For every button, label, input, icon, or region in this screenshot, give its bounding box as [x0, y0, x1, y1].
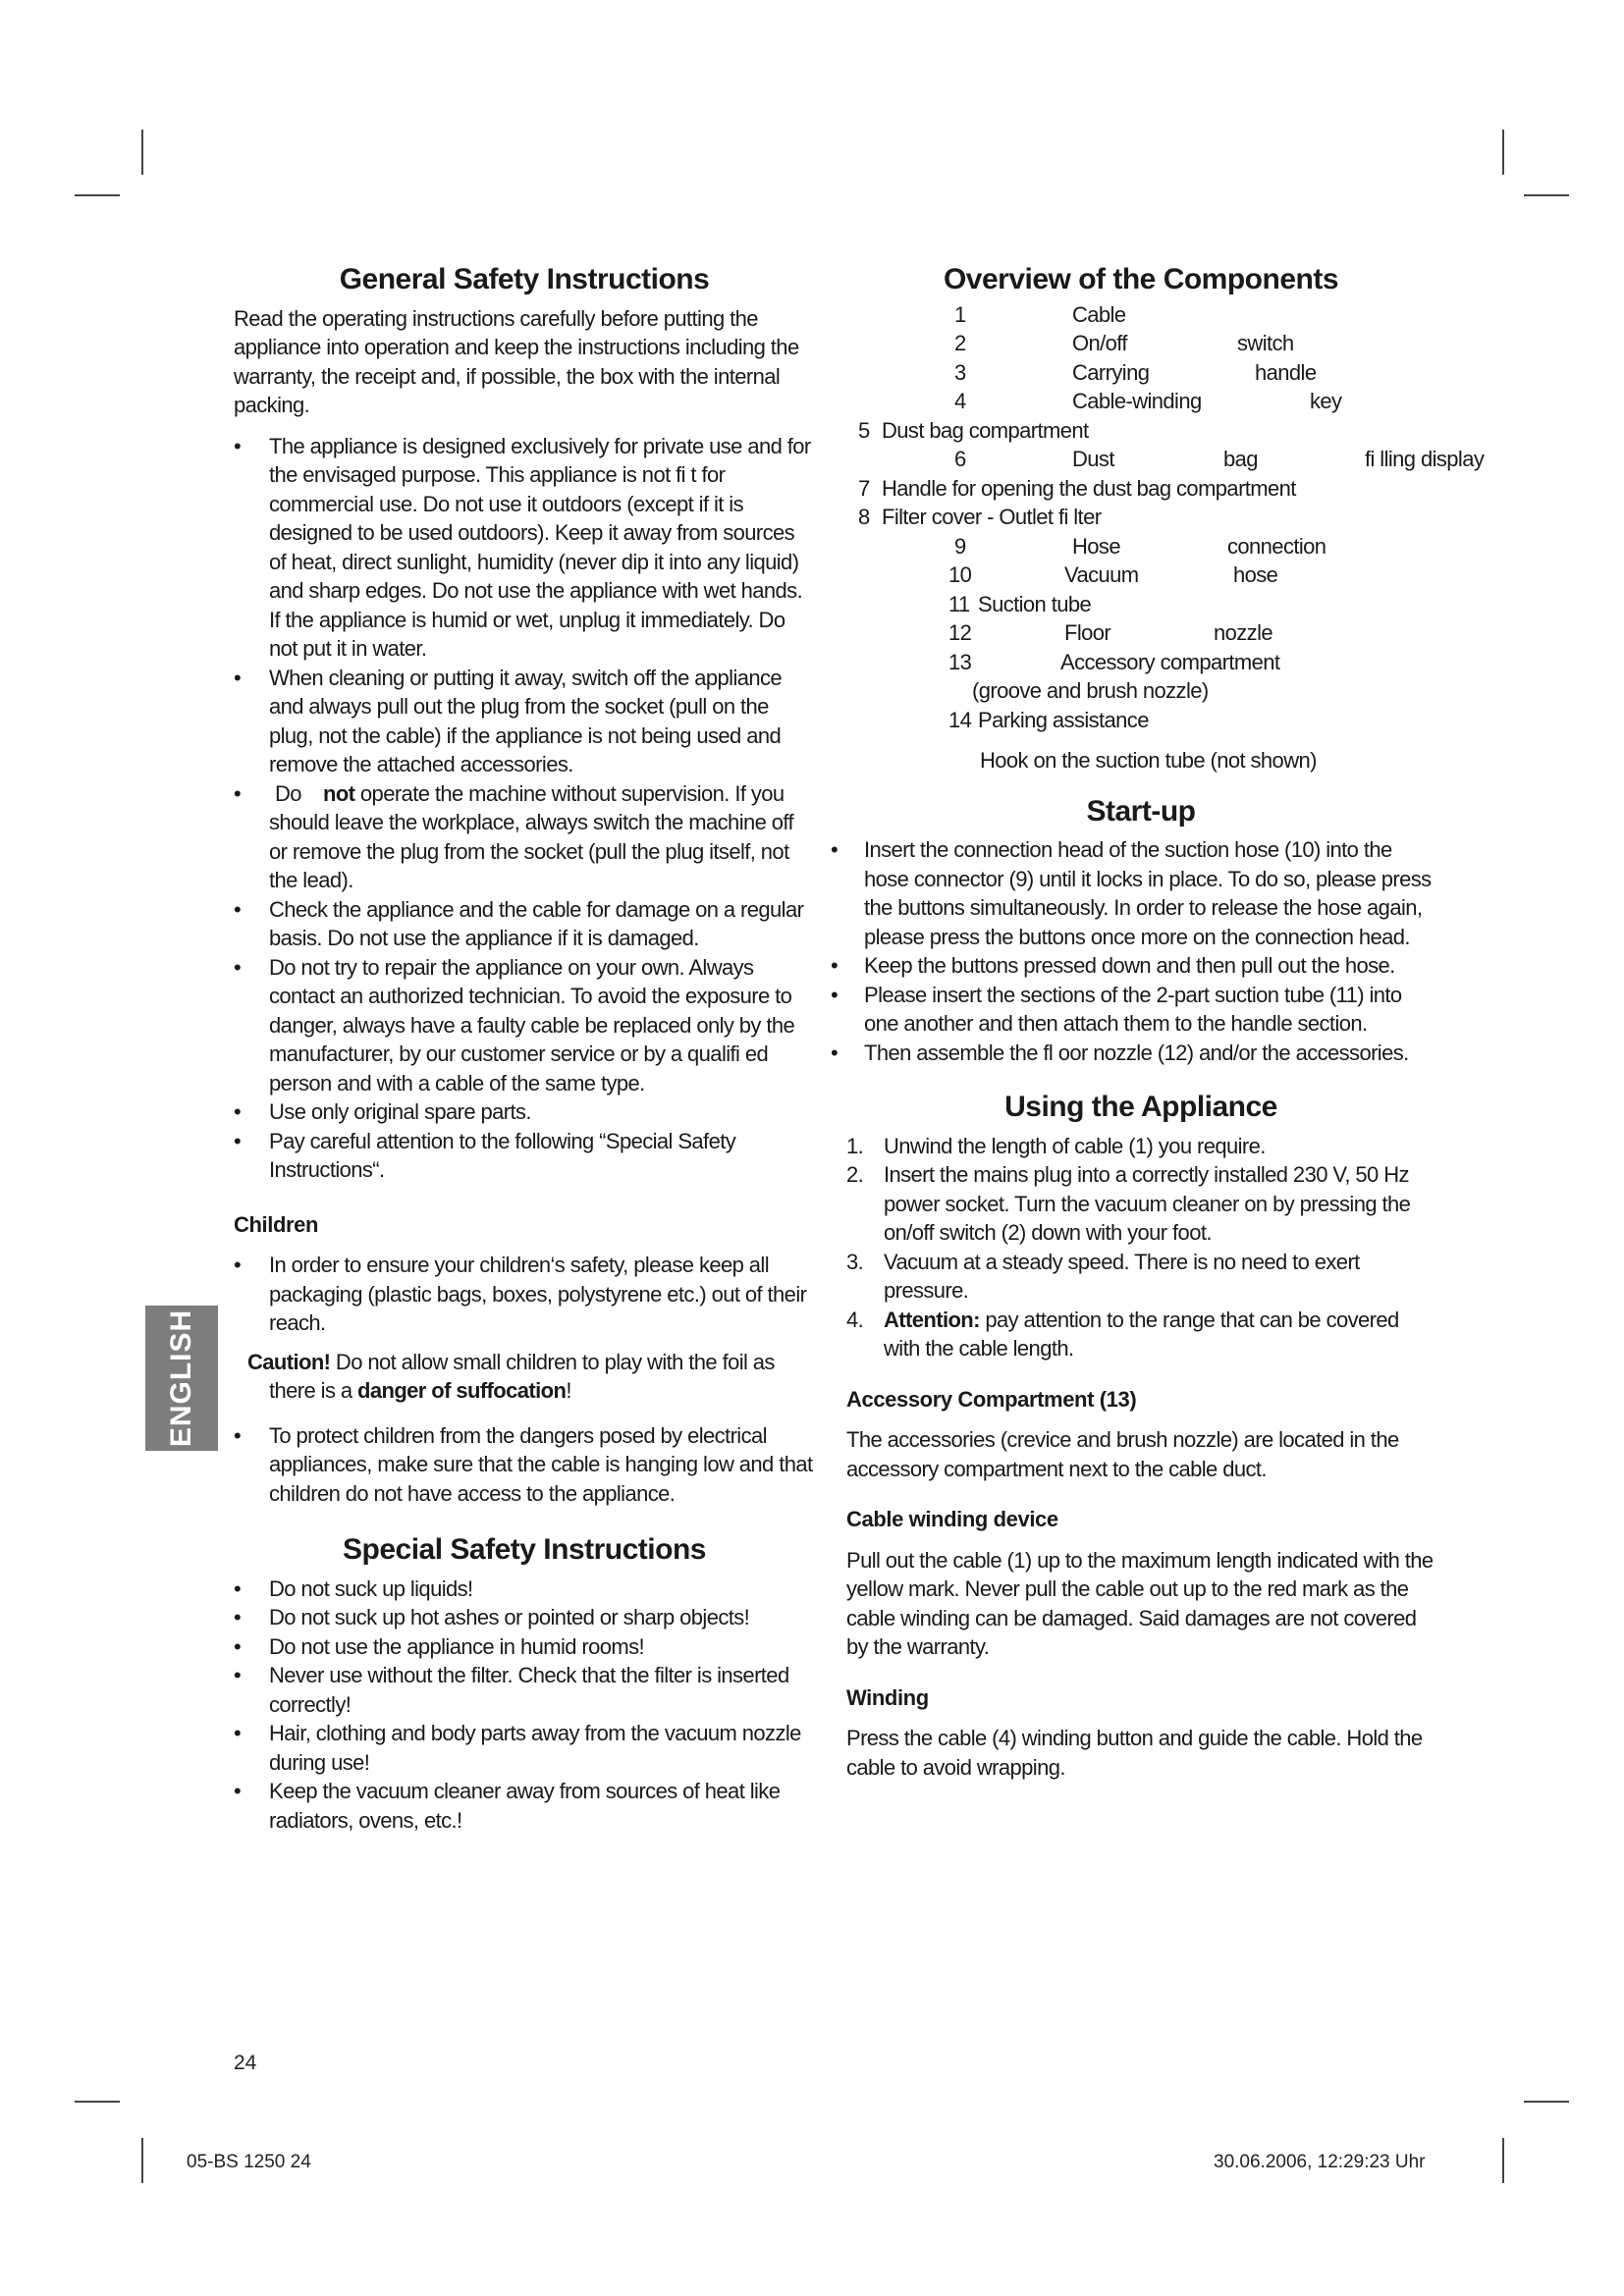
- comp-name: Dust bag compartment: [882, 417, 1089, 443]
- comp-num: 8: [858, 505, 870, 529]
- step-number: 4.: [846, 1307, 864, 1332]
- list-item: [234, 779, 815, 895]
- list-item: [846, 1132, 1435, 1161]
- step-number: 1.: [846, 1133, 864, 1158]
- list-item: [846, 445, 1485, 474]
- list-item: • Never use without the filter. Check that the filter is inserted correctly!: [234, 1661, 815, 1719]
- comp-name-2: handle: [1255, 359, 1317, 385]
- crop-mark: [1502, 2138, 1504, 2183]
- comp-name: Handle for opening the dust bag compartment: [882, 475, 1296, 501]
- comp-name: Filter cover - Outlet fi lter: [882, 505, 1102, 529]
- list-item: • The appliance is designed exclusively for private use and for the envisaged purpose. This appliance is not fi t for commercial use. Do not use it outdoors (except if it is designed to be used outdoors). Keep it away from sources of heat, direct sunlight, humidity (never dip it into any liquid) and sharp edges. Do not use the appliance with wet hands. If the appliance is humid or wet, unplug it immediately. Do not put it in water.: [234, 432, 815, 664]
- comp-name: Parking assistance: [978, 707, 1149, 732]
- components-list: [846, 300, 1485, 735]
- list-item: [846, 1248, 1435, 1306]
- special-safety-list: [234, 1575, 815, 1836]
- step-text: pay attention to the range that can be covered with the cable length.: [884, 1307, 1399, 1361]
- special-safety-title: Special Safety Instructions: [343, 1533, 706, 1566]
- list-item: • Keep the buttons pressed down and then pull out the hose.: [831, 951, 1435, 981]
- children-title: Children: [234, 1211, 319, 1237]
- list-item: [846, 300, 1435, 330]
- comp-num: 7: [858, 475, 870, 501]
- winding-title: Winding: [846, 1684, 929, 1710]
- children-list: [234, 1251, 815, 1338]
- list-item: • Then assemble the fl oor nozzle (12) and/or the accessories.: [831, 1039, 1435, 1068]
- caution-note: [234, 1348, 815, 1406]
- language-tab-label: ENGLISH: [165, 1308, 198, 1448]
- cable-winding-title: Cable winding device: [846, 1507, 1058, 1531]
- using-title: Using the Appliance: [1004, 1091, 1277, 1123]
- comp-name-3: fi lling display: [1365, 447, 1485, 471]
- crop-mark: [1502, 130, 1504, 175]
- list-item: [846, 474, 1435, 504]
- comp-num: 10: [948, 562, 972, 587]
- caution-label: Caution!: [247, 1349, 331, 1374]
- list-item: • When cleaning or putting it away, switch off the appliance and always pull out the plug from the socket (pull on the plug, not the cable) if the appliance is not being used and remove the attached accessories.: [234, 664, 815, 779]
- step-text: Insert the mains plug into a correctly installed 230 V, 50 Hz power socket. Turn the vacuum cleaner on by pressing the on/off switch (2) down with your foot.: [884, 1162, 1411, 1245]
- list-item: [846, 648, 1435, 677]
- do-not-pre: Do: [275, 780, 301, 806]
- startup-title: Start-up: [1086, 794, 1196, 828]
- comp-num: 5: [858, 417, 870, 443]
- comp-name-2: switch: [1237, 331, 1294, 355]
- general-safety-intro: Read the operating instructions carefully before putting the appliance into operation and keep the instructions including the warranty, the receipt and, if possible, the box with the internal packing.: [234, 305, 799, 417]
- comp-num: 6: [954, 447, 966, 471]
- comp-name-2: connection: [1227, 533, 1326, 559]
- footer-left: 05-BS 1250 24: [187, 2152, 311, 2172]
- winding-text: Press the cable (4) winding button and guide the cable. Hold the cable to avoid wrapping.: [846, 1726, 1423, 1780]
- list-item: • Please insert the sections of the 2-part suction tube (11) into one another and then attach them to the handle section.: [831, 981, 1435, 1039]
- comp-num: 12: [948, 620, 972, 645]
- list-item: • In order to ensure your children‘s safety, please keep all packaging (plastic bags, boxes, polystyrene etc.) out of their reach.: [234, 1251, 815, 1338]
- comp-name-2: key: [1310, 389, 1342, 413]
- list-item: [846, 676, 1435, 706]
- comp-name: Dust: [1072, 447, 1114, 471]
- list-item: • Hair, clothing and body parts away from the vacuum nozzle during use!: [234, 1719, 815, 1777]
- comp-num: 2: [954, 331, 966, 355]
- left-column: [234, 265, 815, 1844]
- list-item: • Do not try to repair the appliance on your own. Always contact an authorized technician. To avoid the exposure to danger, always have a faulty cable be replaced only by the manufacturer, by our customer service or by a qualifi ed person and with a cable of the same type.: [234, 953, 815, 1098]
- using-steps: [846, 1132, 1435, 1363]
- list-item: [846, 590, 1435, 619]
- caution-text2: there is a: [269, 1378, 352, 1403]
- accessory-compartment-title: Accessory Compartment (13): [846, 1386, 1137, 1412]
- list-item: [846, 1306, 1435, 1363]
- list-item: [846, 561, 1435, 590]
- crop-mark: [75, 2101, 120, 2103]
- do-not-bold: not: [323, 780, 355, 806]
- crop-mark: [141, 130, 143, 175]
- list-item: • To protect children from the dangers posed by electrical appliances, make sure that the cable is hanging low and that children do not have access to the appliance.: [234, 1421, 815, 1509]
- list-item: [846, 1160, 1435, 1248]
- comp-name-2: nozzle: [1214, 620, 1272, 645]
- list-item: • Keep the vacuum cleaner away from sources of heat like radiators, ovens, etc.!: [234, 1777, 815, 1835]
- list-item: • Do not use the appliance in humid rooms!: [234, 1632, 815, 1662]
- crop-mark: [141, 2138, 143, 2183]
- comp-num: 1: [954, 301, 966, 327]
- list-item: [846, 618, 1435, 648]
- accessory-compartment-text: The accessories (crevice and brush nozzle) are located in the accessory compartment next to the cable duct.: [846, 1427, 1399, 1481]
- comp-name: Carrying: [1072, 359, 1150, 385]
- comp-name-2: bag: [1223, 447, 1258, 471]
- crop-mark: [75, 194, 120, 196]
- list-item: [846, 503, 1435, 532]
- step-text: Unwind the length of cable (1) you require.: [884, 1133, 1266, 1158]
- step-bold: Attention:: [884, 1307, 980, 1332]
- comp-name: Hose: [1072, 533, 1120, 559]
- comp-num: 3: [954, 359, 966, 385]
- step-text: Vacuum at a steady speed. There is no need to exert pressure.: [884, 1249, 1360, 1303]
- comp-num: 9: [954, 533, 966, 559]
- do-not-rest: operate the machine without supervision. If you should leave the workplace, always switch the machine off or remove the plug from the socket (pull the plug itself, not the lead).: [269, 780, 794, 892]
- footer-right: 30.06.2006, 12:29:23 Uhr: [1214, 2152, 1426, 2172]
- caution-text: Do not allow small children to play with the foil as: [335, 1349, 775, 1374]
- list-item: • Insert the connection head of the suction hose (10) into the hose connector (9) until it locks in place. To do so, please press the buttons simultaneously. In order to release the hose again, please press the buttons once more on the connection head.: [831, 835, 1435, 951]
- list-item: • Do not suck up hot ashes or pointed or sharp objects!: [234, 1603, 815, 1632]
- list-item: • Do not suck up liquids!: [234, 1575, 815, 1604]
- children-list-2: [234, 1421, 815, 1509]
- list-item: • Pay careful attention to the following “Special Safety Instructions“.: [234, 1127, 815, 1185]
- step-number: 2.: [846, 1162, 864, 1187]
- list-item: • Use only original spare parts.: [234, 1097, 815, 1127]
- list-item: [846, 329, 1435, 358]
- general-safety-title: General Safety Instructions: [339, 263, 710, 295]
- language-tab: [145, 1306, 218, 1451]
- list-item: [846, 532, 1435, 561]
- general-safety-list: [234, 432, 815, 1185]
- page-number: 24: [234, 2052, 257, 2074]
- comp-num: 13: [948, 649, 972, 674]
- list-item: [846, 416, 1435, 446]
- comp-name: Suction tube: [978, 591, 1092, 616]
- comp-num: 14: [948, 707, 972, 732]
- crop-mark: [1524, 2101, 1569, 2103]
- comp-name: Floor: [1064, 620, 1111, 645]
- comp-name: Cable-winding: [1072, 389, 1202, 413]
- list-item: [846, 706, 1435, 735]
- comp-name: (groove and brush nozzle): [972, 678, 1209, 703]
- list-item: [846, 387, 1435, 416]
- comp-name: On/off: [1072, 331, 1127, 355]
- comp-name: Vacuum: [1064, 562, 1139, 587]
- list-item: • Check the appliance and the cable for damage on a regular basis. Do not use the appliance if it is damaged.: [234, 895, 815, 953]
- caution-line2: [247, 1376, 815, 1406]
- comp-name: Cable: [1072, 301, 1126, 327]
- comp-num: 4: [954, 389, 966, 413]
- hook-note: Hook on the suction tube (not shown): [980, 748, 1317, 773]
- right-column: [846, 263, 1485, 1793]
- comp-name-2: hose: [1233, 562, 1278, 587]
- list-item: [846, 358, 1435, 388]
- comp-num: 11: [948, 591, 970, 616]
- caution-bold: danger of suffocation: [357, 1378, 567, 1403]
- startup-list: [846, 835, 1435, 1067]
- step-number: 3.: [846, 1249, 864, 1274]
- overview-title: Overview of the Components: [943, 263, 1339, 295]
- comp-name: Accessory compartment: [1060, 649, 1280, 674]
- caution-end: !: [566, 1378, 571, 1403]
- crop-mark: [1524, 194, 1569, 196]
- cable-winding-text: Pull out the cable (1) up to the maximum length indicated with the yellow mark. Never pull the cable out up to the red mark as the cable winding can be damaged. Said damages are not covered by the warranty.: [846, 1547, 1434, 1659]
